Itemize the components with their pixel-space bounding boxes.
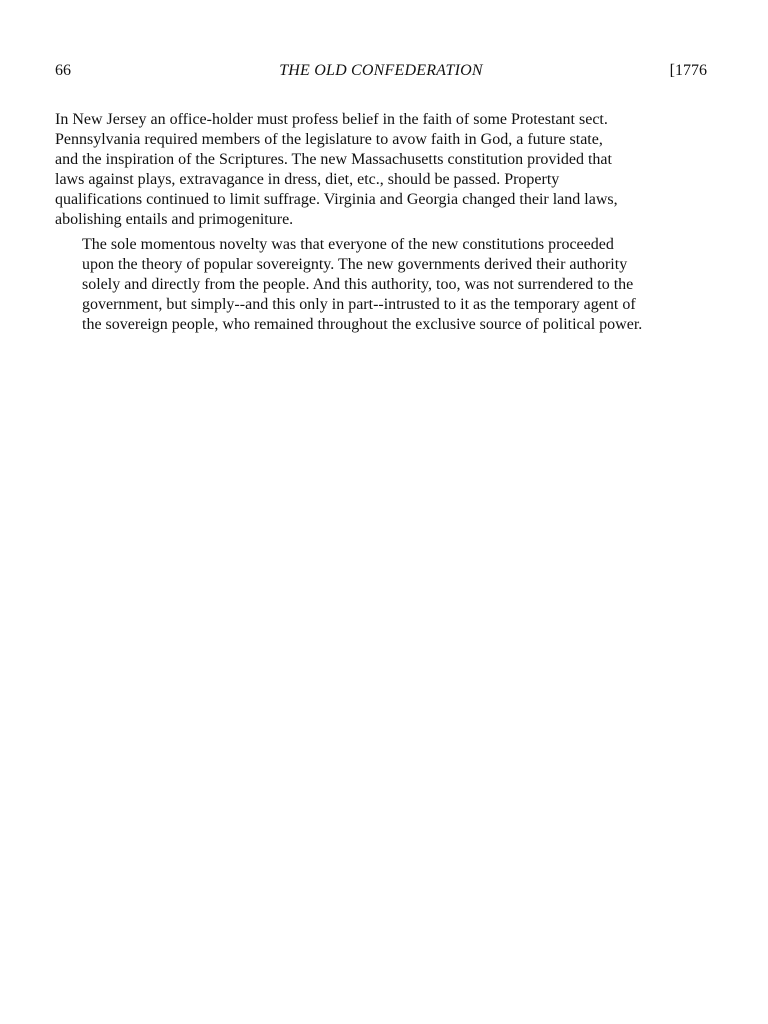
text-line: abolishing entails and primogeniture. xyxy=(55,211,294,228)
text-line: solely and directly from the people. And this authority, too, was not surrendered to the xyxy=(82,276,634,293)
text-line: government, but simply--and this only in part--intrusted to it as the temporary agent of xyxy=(82,296,636,313)
document-page xyxy=(55,60,707,335)
paragraph-1 xyxy=(55,110,707,230)
year-marker: [1776 xyxy=(669,62,707,79)
running-header xyxy=(55,60,707,82)
text-line: qualifications continued to limit suffrage. Virginia and Georgia changed their land laws, xyxy=(55,191,618,208)
paragraph-2 xyxy=(55,235,707,335)
text-line: Pennsylvania required members of the legislature to avow faith in God, a future state, xyxy=(55,131,603,148)
body-text xyxy=(55,110,707,335)
text-line: laws against plays, extravagance in dress, diet, etc., should be passed. Property xyxy=(55,171,560,188)
page-number: 66 xyxy=(55,62,71,79)
text-line: upon the theory of popular sovereignty. The new governments derived their authority xyxy=(82,256,628,273)
text-line: the sovereign people, who remained throughout the exclusive source of political power. xyxy=(82,316,643,333)
running-title: THE OLD CONFEDERATION xyxy=(279,62,483,79)
text-line: The sole momentous novelty was that everyone of the new constitutions proceeded xyxy=(82,236,614,253)
text-line: and the inspiration of the Scriptures. The new Massachusetts constitution provided that xyxy=(55,151,612,168)
text-line: In New Jersey an office-holder must profess belief in the faith of some Protestant sect. xyxy=(55,111,608,128)
